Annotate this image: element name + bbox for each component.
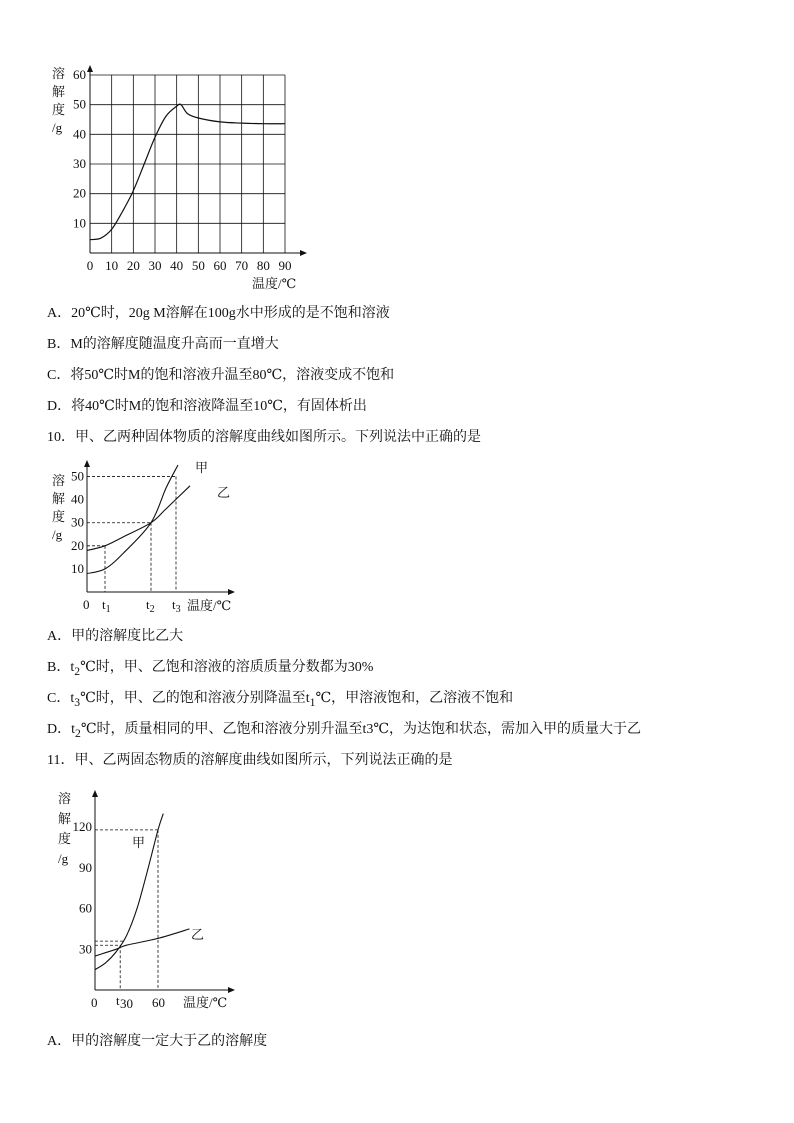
y-tick-label: 60 bbox=[79, 900, 92, 916]
ylabel-char: 溶 bbox=[58, 791, 72, 806]
q9-option-c[interactable]: C．将50℃时M的饱和溶液升温至80℃，溶液变成不饱和 bbox=[47, 368, 395, 383]
chart-q10-tick-labels bbox=[71, 469, 84, 576]
y-tick-label: 40 bbox=[71, 491, 84, 507]
tick-60: 60 bbox=[152, 995, 165, 1010]
chart-q11-dashed-guides bbox=[95, 830, 158, 990]
x-axis-arrow bbox=[228, 589, 235, 595]
tick-origin: 0 bbox=[91, 995, 98, 1010]
y-tick-label: 30 bbox=[71, 514, 84, 530]
q11-option-a[interactable]: A．甲的溶解度一定大于乙的溶解度 bbox=[47, 1034, 268, 1049]
option-subscript: 2 bbox=[75, 726, 81, 740]
q11-stem: 11．甲、乙两固态物质的溶解度曲线如图所示，下列说法正确的是 bbox=[47, 753, 453, 768]
ylabel-char: 解 bbox=[52, 84, 66, 99]
y-tick-label: 30 bbox=[79, 941, 92, 957]
ylabel-char: /g bbox=[52, 120, 63, 135]
q10-stem: 10．甲、乙两种固体物质的溶解度曲线如图所示。下列说法中正确的是 bbox=[47, 430, 481, 445]
series-label-yi: 乙 bbox=[217, 485, 231, 500]
chart-q11 bbox=[40, 785, 260, 1015]
q9-option-a[interactable]: A．20℃时，20g M溶解在100g水中形成的是不饱和溶液 bbox=[47, 306, 390, 321]
option-text: ℃时，甲、乙饱和溶液的溶质质量分数都为30% bbox=[80, 660, 374, 675]
x-tick-label: 70 bbox=[235, 258, 249, 273]
option-subscript: 3 bbox=[74, 695, 81, 709]
x-axis-arrow bbox=[228, 987, 235, 993]
chart-q10-series-yi bbox=[87, 486, 190, 551]
x-tick-label: 0 bbox=[86, 258, 94, 273]
x-tick-label: 30 bbox=[148, 258, 162, 273]
y-axis-arrow bbox=[87, 65, 93, 72]
tick-t1: $t_1$ bbox=[102, 597, 111, 615]
x-tick-label: 10 bbox=[105, 258, 119, 273]
series-label-yi: 乙 bbox=[191, 927, 205, 942]
ylabel-char: /g bbox=[58, 851, 69, 866]
x-tick-label: 40 bbox=[170, 258, 184, 273]
tick-t: t bbox=[116, 993, 120, 1008]
x-tick-label: 90 bbox=[278, 258, 292, 273]
option-subscript: 1 bbox=[309, 695, 316, 709]
ylabel-char: 溶 bbox=[52, 66, 66, 81]
chart-q11-xlabel: 温度/℃ bbox=[183, 995, 228, 1010]
chart-q10-ylabel bbox=[52, 473, 65, 542]
option-text: ℃，甲溶液饱和，乙溶液不饱和 bbox=[315, 691, 514, 706]
y-tick-label: 40 bbox=[73, 126, 86, 142]
y-tick-label: 30 bbox=[73, 156, 86, 171]
chart-q11-ylabel bbox=[58, 791, 71, 866]
y-axis-arrow bbox=[84, 460, 90, 467]
ylabel-char: 度 bbox=[52, 102, 66, 117]
x-tick-label: 20 bbox=[126, 258, 140, 273]
chart-q9-tick-labels bbox=[73, 67, 292, 273]
ylabel-char: 溶 bbox=[52, 473, 66, 488]
tick-30: 30 bbox=[120, 996, 133, 1011]
chart-q11-series-jia bbox=[95, 814, 163, 970]
series-label-jia: 甲 bbox=[195, 460, 209, 475]
y-tick-label: 20 bbox=[73, 185, 86, 201]
chart-q9-grid bbox=[90, 75, 285, 253]
q10-option-c[interactable] bbox=[47, 690, 513, 712]
option-text: ℃时，甲、乙的饱和溶液分别降温至t bbox=[80, 691, 310, 706]
option-text: D．t bbox=[47, 722, 75, 737]
q10-option-b[interactable] bbox=[47, 659, 373, 681]
x-tick-label: 80 bbox=[256, 258, 270, 273]
chart-q11-tick-labels bbox=[73, 819, 93, 956]
chart-q10 bbox=[40, 455, 260, 615]
chart-q11-series-yi bbox=[95, 929, 190, 956]
y-tick-label: 10 bbox=[71, 560, 84, 576]
chart-q9 bbox=[40, 60, 320, 295]
chart-q9-ylabel bbox=[52, 66, 65, 135]
option-text: B．t bbox=[47, 660, 75, 675]
q9-option-d[interactable]: D．将40℃时M的饱和溶液降温至10℃，有固体析出 bbox=[47, 399, 367, 414]
series-label-jia: 甲 bbox=[132, 835, 146, 850]
option-text: C．t bbox=[47, 691, 75, 706]
y-axis-arrow bbox=[92, 790, 98, 797]
y-tick-label: 60 bbox=[73, 67, 86, 82]
y-tick-label: 50 bbox=[71, 468, 84, 484]
q10-option-a[interactable]: A．甲的溶解度比乙大 bbox=[47, 629, 184, 644]
x-tick-label: 50 bbox=[191, 258, 205, 273]
y-tick-label: 10 bbox=[73, 215, 86, 231]
option-subscript: 2 bbox=[74, 664, 81, 678]
chart-q9-series-line bbox=[90, 104, 285, 240]
y-tick-label: 20 bbox=[71, 537, 84, 553]
ylabel-char: 度 bbox=[58, 831, 72, 846]
q10-option-d[interactable] bbox=[47, 721, 641, 743]
y-tick-label: 120 bbox=[72, 819, 92, 835]
chart-q10-dashed-guides bbox=[87, 477, 176, 592]
tick-origin: 0 bbox=[83, 597, 90, 612]
chart-q10-series-jia bbox=[87, 465, 178, 574]
chart-q10-axes bbox=[84, 460, 235, 595]
ylabel-char: 度 bbox=[52, 509, 66, 524]
q9-option-b[interactable]: B．M的溶解度随温度升高而一直增大 bbox=[47, 337, 279, 352]
chart-q11-axes bbox=[92, 790, 235, 993]
ylabel-char: 解 bbox=[58, 811, 72, 826]
y-tick-label: 90 bbox=[79, 859, 92, 875]
chart-q10-xlabel: 温度/℃ bbox=[187, 598, 232, 613]
tick-t2: $t_2$ bbox=[146, 597, 155, 615]
x-axis-arrow bbox=[300, 250, 307, 256]
ylabel-char: 解 bbox=[52, 491, 66, 506]
ylabel-char: /g bbox=[52, 527, 63, 542]
x-tick-label: 60 bbox=[213, 258, 227, 273]
y-tick-label: 50 bbox=[73, 96, 86, 112]
chart-q9-xlabel: 温度/℃ bbox=[252, 276, 297, 291]
tick-t3: $t_3$ bbox=[172, 597, 181, 615]
chart-q9-axes bbox=[87, 65, 307, 256]
option-text: ℃时，质量相同的甲、乙饱和溶液分别升温至t3℃，为达饱和状态，需加入甲的质量大于乙 bbox=[80, 722, 642, 737]
